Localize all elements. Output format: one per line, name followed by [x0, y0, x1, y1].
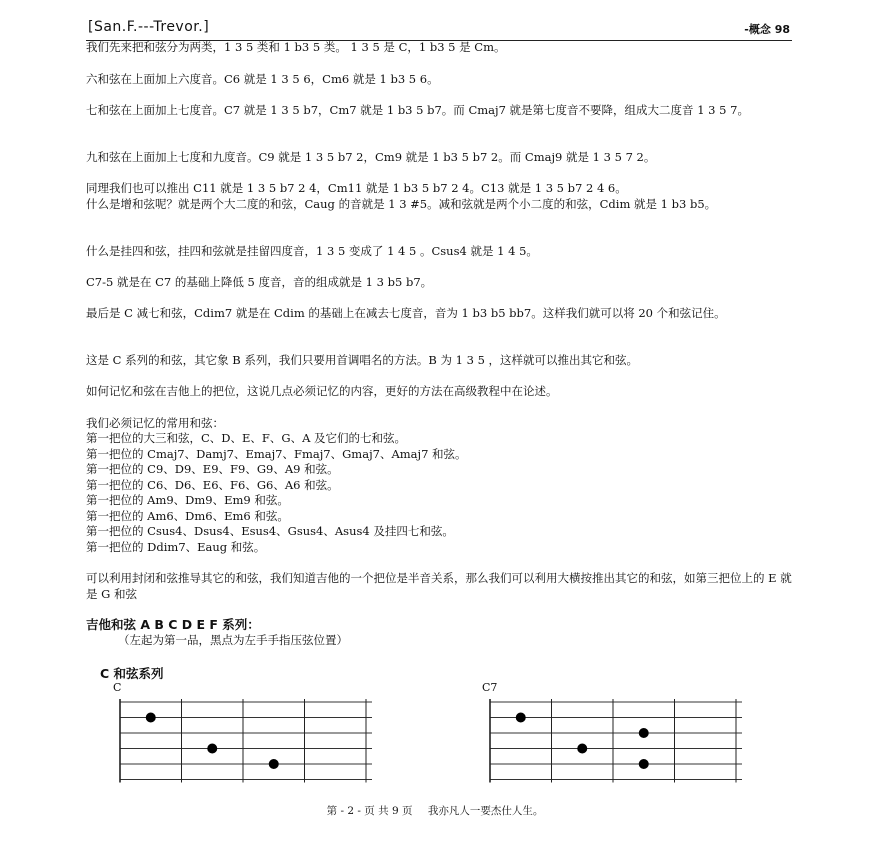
- memorize-title: 我们必须记忆的常用和弦：: [86, 416, 224, 430]
- page-footer: [0, 803, 870, 818]
- memorize-item: 第一把位的大三和弦，C、D、E、F、G、A 及它们的七和弦。: [86, 431, 407, 445]
- paragraph-eleventh-chords: 同理我们也可以推出 C11 就是 1 3 5 b7 2 4，Cm11 就是 1 b3 5 b7 2 4。C13 就是 1 3 5 b7 2 4 6。: [86, 181, 627, 195]
- paragraph-barre-chords: 可以利用封闭和弦推导其它的和弦，我们知道吉他的一个把位是半音关系，那么我们可以利用大横按推出其它的和弦，如第三把位上的 E 就是 G 和弦: [86, 571, 792, 601]
- paragraph-seventh-chords: 七和弦在上面加上七度音。C7 就是 1 3 5 b7，Cm7 就是 1 b3 5 b7。而 Cmaj7 就是第七度音不要降，组成大二度音 1 3 5 7。: [86, 103, 749, 117]
- memorize-item: 第一把位的 C6、D6、E6、F6、G6、A6 和弦。: [86, 478, 339, 492]
- chord-name-c7: C7: [482, 681, 498, 694]
- finger-dot: [577, 744, 587, 754]
- section-title: 吉他和弦 A B C D E F 系列：: [86, 617, 260, 632]
- memorize-item: 第一把位的 Cmaj7、Damj7、Emaj7、Fmaj7、Gmaj7、Amaj7 和弦。: [86, 447, 467, 461]
- finger-dot: [269, 759, 279, 769]
- chord-diagram-c7: [470, 690, 750, 790]
- paragraph-ninth-chords: 九和弦在上面加上七度和九度音。C9 就是 1 3 5 b7 2，Cm9 就是 1 b3 5 b7 2。而 Cmaj9 就是 1 3 5 7 2。: [86, 150, 656, 164]
- subsection-title: C 和弦系列: [100, 666, 164, 681]
- chord-name-c: C: [113, 681, 122, 694]
- footer-motto: 我亦凡人一要杰仕人生。: [427, 805, 544, 817]
- memorize-item: 第一把位的 C9、D9、E9、F9、G9、A9 和弦。: [86, 462, 339, 476]
- finger-dot: [639, 759, 649, 769]
- page-header: [86, 18, 792, 41]
- paragraph-sus4-chords: 什么是挂四和弦，挂四和弦就是挂留四度音，1 3 5 变成了 1 4 5 。Csus4 就是 1 4 5。: [86, 244, 538, 258]
- header-author: [San.F.---Trevor.]: [88, 19, 210, 35]
- memorize-item: 第一把位的 Csus4、Dsus4、Esus4、Gsus4、Asus4 及挂四七和弦。: [86, 524, 454, 538]
- finger-dot: [639, 728, 649, 738]
- header-page-tag: -概念 98: [744, 23, 790, 36]
- paragraph-sixth-chords: 六和弦在上面加上六度音。C6 就是 1 3 5 6，Cm6 就是 1 b3 5 6。: [86, 72, 439, 86]
- footer-page-number: 第 - 2 - 页 共 9 页: [326, 805, 413, 817]
- paragraph-aug-dim-chords: 什么是增和弦呢？就是两个大二度的和弦，Caug 的音就是 1 3 #5。减和弦就是两个小二度的和弦，Cdim 就是 1 b3 b5。: [86, 197, 717, 211]
- paragraph-chord-classes: 我们先来把和弦分为两类，1 3 5 类和 1 b3 5 类。 1 3 5 是 C，1 b3 5 是 Cm。: [86, 40, 506, 54]
- chord-diagram-c: [100, 690, 380, 790]
- memorize-item: 第一把位的 Ddim7、Eaug 和弦。: [86, 540, 266, 554]
- memorize-item: 第一把位的 Am6、Dm6、Em6 和弦。: [86, 509, 289, 523]
- finger-dot: [207, 744, 217, 754]
- paragraph-dim7-chord: 最后是 C 减七和弦，Cdim7 就是在 Cdim 的基础上在减去七度音，音为 1 b3 b5 bb7。这样我们就可以将 20 个和弦记住。: [86, 306, 726, 320]
- finger-dot: [516, 713, 526, 723]
- section-note: （左起为第一品，黑点为左手手指压弦位置）: [118, 633, 348, 647]
- paragraph-c7-5-chord: C7-5 就是在 C7 的基础上降低 5 度音，音的组成就是 1 3 b5 b7。: [86, 275, 433, 289]
- paragraph-b-series: 这是 C 系列的和弦，其它象 B 系列，我们只要用首调唱名的方法。B 为 1 3 5 ，这样就可以推出其它和弦。: [86, 353, 639, 367]
- memorize-item: 第一把位的 Am9、Dm9、Em9 和弦。: [86, 493, 289, 507]
- finger-dot: [146, 713, 156, 723]
- paragraph-memorize-intro: 如何记忆和弦在吉他上的把位，这说几点必须记忆的内容，更好的方法在高级教程中在论述。: [86, 384, 558, 398]
